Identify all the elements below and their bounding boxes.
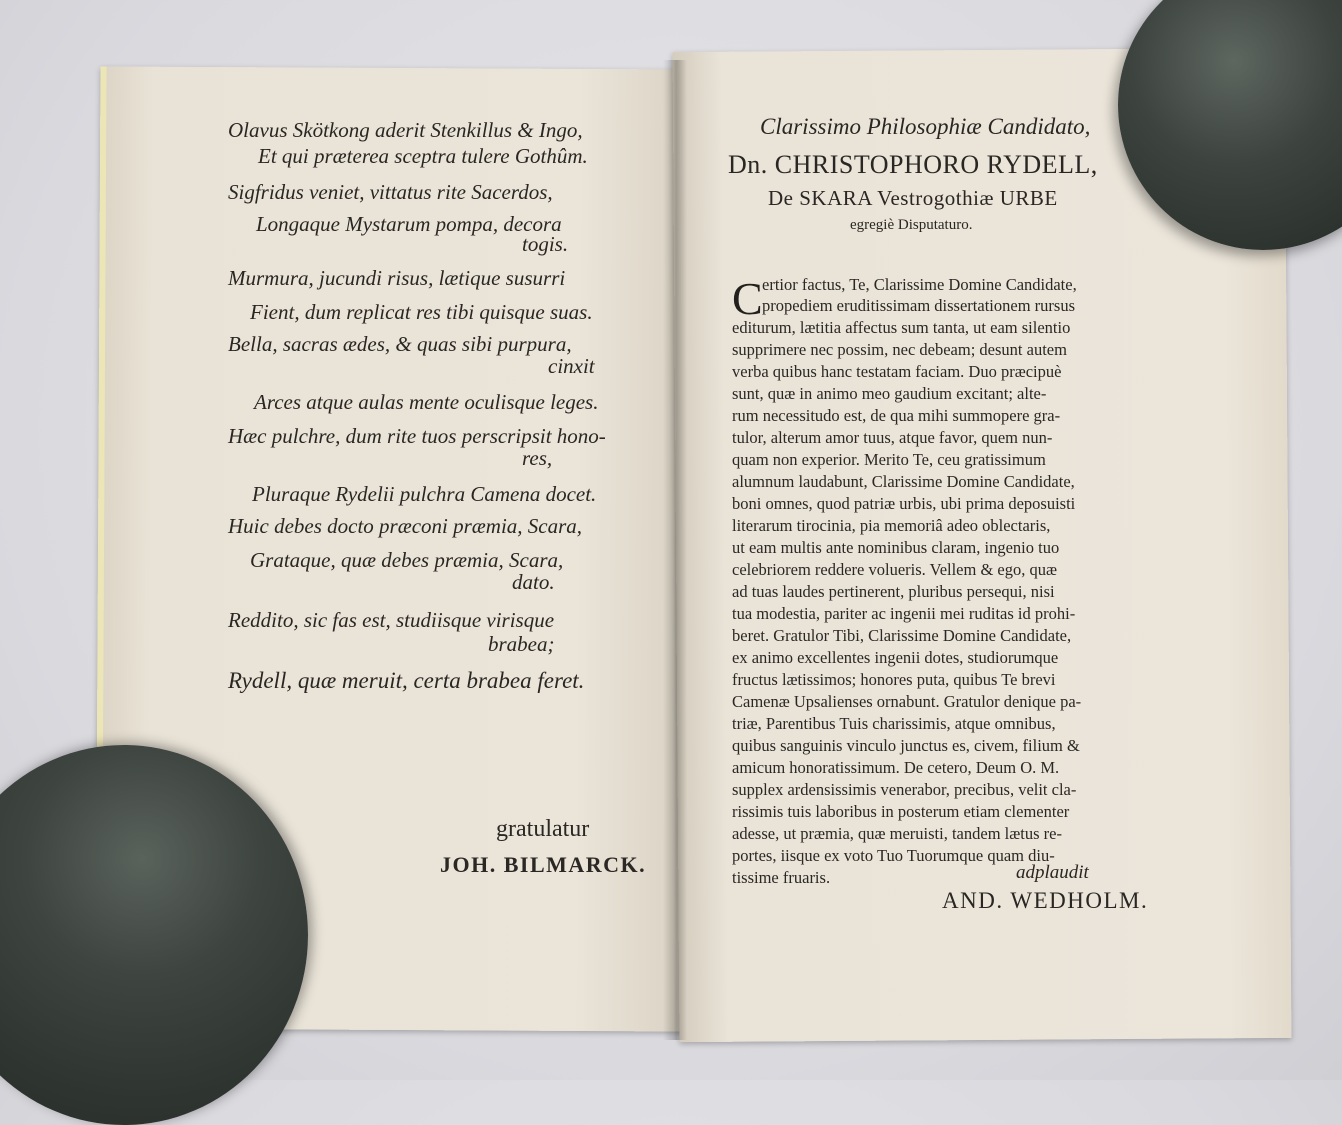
prose-line: tua modestia, pariter ac ingenii mei ruditas id prohi- [732, 604, 1076, 623]
prose-line: boni omnes, quod patriæ urbis, ubi prima deposuisti [732, 494, 1076, 513]
prose-line: propediem eruditissimam dissertationem rursus [762, 296, 1075, 315]
prose-line: ex animo excellentes ingenii dotes, studiorumque [732, 648, 1059, 667]
prose-line: quam non experior. Merito Te, ceu gratissimum [732, 450, 1046, 469]
poem-line: Huic debes docto præconi præmia, Scara, [228, 514, 583, 538]
drop-cap: C [732, 273, 763, 324]
poem-line: Rydell, quæ meruit, certa brabea feret. [228, 668, 585, 693]
poem-line: Fient, dum replicat res tibi quisque suas. [250, 300, 593, 324]
poem-line: Arces atque aulas mente oculisque leges. [254, 390, 599, 414]
poem-line: Pluraque Rydelii pulchra Camena docet. [252, 482, 597, 506]
poem-line: Et qui præterea sceptra tulere Gothûm. [258, 144, 588, 168]
poem-line: Murmura, jucundi risus, lætique susurri [228, 266, 566, 290]
prose-line: supprimere nec possim, nec debeam; desunt autem [732, 340, 1067, 359]
poem-line: Longaque Mystarum pompa, decora [256, 212, 562, 236]
poem-line: Bella, sacras ædes, & quas sibi purpura, [228, 332, 572, 356]
right-signature-verb: adplaudit [1016, 862, 1089, 883]
right-heading-line3: De SKARA Vestrogothiæ URBE [768, 186, 1058, 210]
poem-line: brabea; [488, 632, 555, 656]
poem-line: Grataque, quæ debes præmia, Scara, [250, 548, 564, 572]
prose-line: rissimis tuis laboribus in posterum etiam clementer [732, 802, 1070, 821]
prose-line: ut eam multis ante nominibus claram, ingenio tuo [732, 538, 1060, 557]
poem-line: dato. [512, 570, 555, 594]
poem-line: res, [522, 446, 553, 470]
prose-line: adesse, ut præmia, quæ meruisti, tandem lætus re- [732, 824, 1062, 843]
right-heading-line4: egregiè Disputaturo. [850, 217, 973, 233]
poem-line: Sigfridus veniet, vittatus rite Sacerdos, [228, 180, 553, 204]
poem-line: cinxit [548, 354, 595, 378]
prose-line: portes, iisque ex voto Tuo Tuorumque quam diu- [732, 846, 1055, 865]
book-spine [663, 60, 687, 1040]
prose-line: tissime fruaris. [732, 868, 831, 887]
prose-line: alumnum laudabunt, Clarissime Domine Candidate, [732, 472, 1075, 491]
poem-line: Hæc pulchre, dum rite tuos perscripsit hono- [228, 424, 606, 448]
prose-line: amicum honoratissimum. De cetero, Deum O. M. [732, 758, 1060, 777]
prose-line: ad tuas laudes pertinerent, pluribus persequi, nisi [732, 582, 1055, 601]
prose-line: fructus lætissimos; honores puta, quibus Te brevi [732, 670, 1056, 689]
prose-line: supplex ardensissimis venerabor, precibus, velit cla- [732, 780, 1077, 799]
right-heading-line1: Clarissimo Philosophiæ Candidato, [760, 114, 1091, 139]
prose-line: ertior factus, Te, Clarissime Domine Candidate, [762, 275, 1077, 294]
prose-line: verba quibus hanc testatam faciam. Duo præcipuè [732, 362, 1062, 381]
prose-line: celebriorem reddere volueris. Vellem & ego, quæ [732, 560, 1058, 579]
prose-line: Camenæ Upsalienses ornabunt. Gratulor denique pa- [732, 692, 1082, 711]
poem-line: Reddito, sic fas est, studiisque virisque [228, 608, 555, 632]
prose-line: quibus sanguinis vinculo junctus es, civem, filium & [732, 736, 1080, 755]
right-signature-name: AND. WEDHOLM. [942, 888, 1149, 913]
prose-line: sunt, quæ in animo meo gaudium excitant; alte- [732, 384, 1047, 403]
poem-line: togis. [522, 232, 569, 256]
left-signature-verb: gratulatur [496, 816, 590, 842]
left-signature-name: JOH. BILMARCK. [440, 852, 647, 877]
prose-line: triæ, Parentibus Tuis charissimis, atque omnibus, [732, 714, 1056, 733]
prose-line: literarum tirocinia, pia memoriâ adeo oblectaris, [732, 516, 1051, 535]
right-heading-line2: Dn. CHRISTOPHORO RYDELL, [728, 150, 1098, 179]
prose-line: rum necessitudo est, de qua mihi summopere gra- [732, 406, 1061, 425]
prose-line: beret. Gratulor Tibi, Clarissime Domine Candidate, [732, 626, 1072, 645]
prose-line: editurum, lætitia affectus sum tanta, ut eam silentio [732, 318, 1071, 337]
prose-line: tulor, alterum amor tuus, atque favor, quem nun- [732, 428, 1053, 447]
poem-line: Olavus Skötkong aderit Stenkillus & Ingo, [228, 118, 583, 142]
